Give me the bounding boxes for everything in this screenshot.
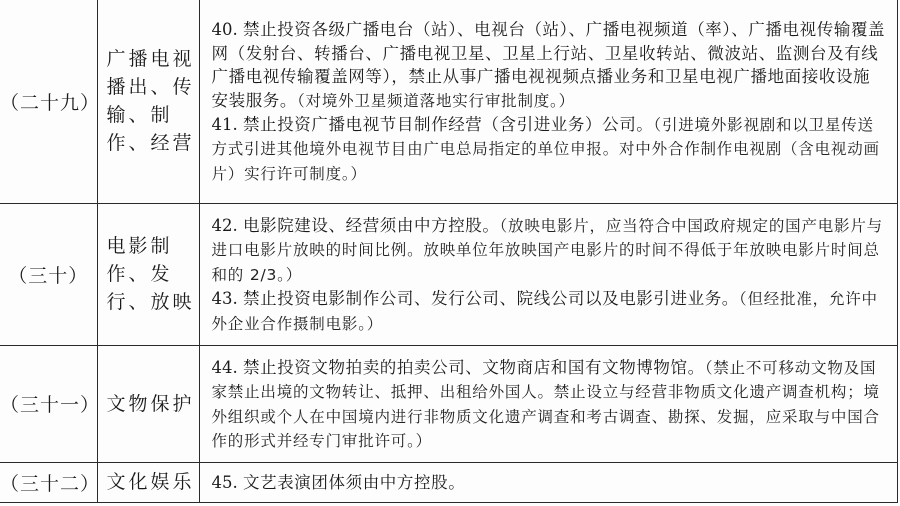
items-cell — [199, 0, 898, 203]
category-line: 行、放映 — [106, 291, 195, 313]
list-item — [212, 471, 888, 495]
row-number: （二十九） — [0, 0, 97, 203]
category-line: 作、发 — [106, 263, 173, 285]
category-cell — [97, 203, 199, 345]
items-cell — [199, 203, 898, 345]
item-note: （禁止不可移动文物及国家禁止出境的文物转让、抵押、出租给外国人。禁止设立与经营非物质文化遗产调查机构；境外组织或个人在中国境内进行非物质文化遗产调查和考古调查、勘探、发掘，应采取与中国合作的形式并经专门审批许可。） — [211, 358, 880, 450]
item-number: 40. — [211, 20, 238, 40]
row-number: （三十一） — [0, 345, 97, 462]
category-line: 广播电视 — [106, 48, 195, 71]
item-note: （引进境外影视剧和以卫星传送方式引进其他境外电视节目由广电总局指定的单位申报。对中外合作制作电视剧（含电视动画片）实行许可制度。） — [211, 115, 880, 183]
item-number: 45. — [211, 472, 238, 492]
item-note: （放映电影片，应当符合中国政府规定的国产电影片与进口电影片放映的时间比例。放映单位年放映国产电影片的时间不得低于年放映电影片时间总和的 2/3。） — [211, 216, 883, 284]
item-number: 44. — [211, 357, 238, 377]
item-text: 文艺表演团体须由中方控股。 — [243, 472, 466, 492]
category-cell — [97, 0, 199, 203]
table-row — [0, 345, 898, 462]
list-item — [212, 287, 888, 336]
row-number: （三十二） — [0, 462, 97, 502]
item-text: 禁止投资电影制作公司、发行公司、院线公司以及电影引进业务。 — [243, 289, 739, 309]
list-item — [212, 113, 888, 186]
item-number: 43. — [211, 289, 238, 309]
items-cell — [199, 462, 898, 502]
item-text: 电影院建设、经营须由中方控股。 — [243, 215, 500, 235]
table-row — [0, 0, 898, 203]
list-item — [212, 214, 888, 287]
item-text: 禁止投资文物拍卖的拍卖公司、文物商店和国有文物博物馆。 — [243, 357, 705, 377]
item-number: 41. — [211, 114, 238, 134]
category-line: 文化娱乐 — [106, 471, 195, 493]
row-number: （三十） — [0, 203, 97, 345]
list-item — [212, 356, 888, 454]
category-line: 输、制 — [106, 104, 173, 127]
category-line: 电影制 — [106, 235, 173, 257]
category-cell — [97, 462, 199, 502]
item-text: 禁止投资各级广播电台（站）、电视台（站）、广播电视频道（率）、广播电视传输覆盖网（发射台、转播台、广播电视卫星、卫星上行站、卫星收转站、微波站、监测台及有线广播电视传输覆盖网等），禁止从事广播电视视频点播业务和卫星电视广播地面接收设施安装服务。 — [211, 20, 886, 110]
item-text: 禁止投资广播电视节目制作经营（含引进业务）公司。 — [243, 114, 654, 134]
items-cell — [199, 345, 898, 462]
category-line: 播出、传 — [106, 76, 195, 99]
category-cell — [97, 345, 199, 462]
item-note: （对境外卫星频道落地实行审批制度。） — [297, 91, 575, 110]
table-row — [0, 203, 898, 345]
item-number: 42. — [211, 215, 238, 235]
category-line: 作、经营 — [106, 132, 195, 155]
table-row — [0, 462, 898, 502]
item-note: （但经批准，允许中外企业合作摄制电影。） — [211, 290, 878, 333]
list-item — [212, 18, 888, 113]
category-line: 文物保护 — [106, 392, 195, 415]
